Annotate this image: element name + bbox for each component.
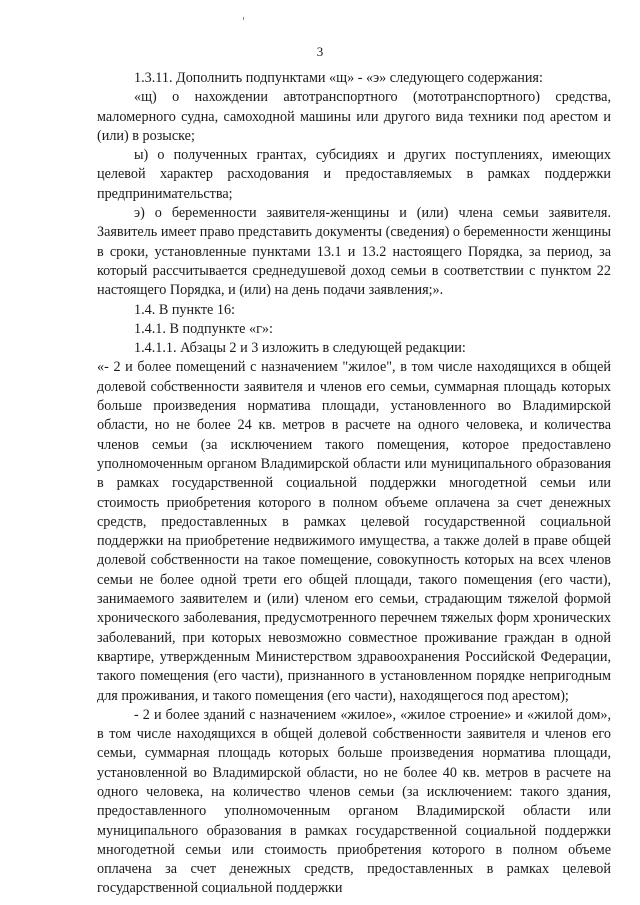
paragraph-1-4: 1.4. В пункте 16:: [134, 301, 235, 318]
paragraph-1-3-11: 1.3.11. Дополнить подпунктами «щ» - «э» следующего содержания:: [134, 70, 543, 86]
paragraph-e: э) о беременности заявителя-женщины и (или) члена семьи заявителя. Заявитель имеет право представить документы (сведения) о беременности женщины в сроки, установленные пунктами 13.1 и 13.2 настоящего Порядка, за период, за который рассчитывается среднедушевой доход семьи в соответствии с пунктом 22 настоящего Порядка, и (или) на день подачи заявления;».: [97, 205, 611, 299]
paragraph-shch: «щ) о нахождении автотранспортного (мототранспортного) средства, маломерного судна, самоходной машины или другого вида техники под арестом и (или) в розыске;: [97, 89, 611, 144]
scan-mark: [243, 17, 244, 20]
paragraph-premises: «- 2 и более помещений с назначением "жилое", в том числе находящихся в общей долевой собственности заявителя и членов его семьи, суммарная площадь которых больше произведения норматива площади, установленного во Владимирской области, но не более 24 кв. метров в расчете на одного человека, и количества членов семьи (за исключением такого помещения, которое предоставлено уполномоченным органом Владимирской области или муниципального образования в рамках государственной социальной поддержки многодетной семьи или стоимость приобретения которого в полном объеме оплачена за счет денежных средств, предоставленных в рамках целевой государственной социальной поддержки на приобретение недвижимого имущества, а также долей в праве общей долевой собственности на такое помещение, совокупность которых на всех членов семьи не более одной трети его общей площади, такого помещения (его части), занимаемого заявителем и (или) членом его семьи, страдающим тяжелой формой хронического заболевания, предусмотренного перечнем тяжелых форм хронических заболеваний, при которых невозможно совместное проживание граждан в одной квартире, утвержденным Министерством здравоохранения Российской Федерации, такого помещения (его части), признанного в установленном порядке непригодным для проживания, и такого помещения (его части), находящегося под арестом);: [97, 359, 611, 704]
paragraph-1-4-1-1: 1.4.1.1. Абзацы 2 и 3 изложить в следующей редакции:: [134, 340, 466, 357]
paragraph-buildings: - 2 и более зданий с назначением «жилое», «жилое строение» и «жилой дом», в том числе находящихся в общей долевой собственности заявителя и членов его семьи, суммарная площадь которых больше произведения норматива площади, установленной во Владимирской области, но не более 40 кв. метров в расчете на одного человека, на количество членов семьи (за исключением: такого здания, предоставленного уполномоченным органом Владимирской области или муниципального образования в рамках государственной социальной поддержки многодетной семьи или стоимость приобретения которого в полном объеме оплачена за счет денежных средств, предоставленных в рамках целевой государственной социальной поддержки: [97, 706, 611, 897]
document-body: [97, 69, 611, 899]
page-number: 3: [316, 44, 324, 59]
paragraph-y: ы) о полученных грантах, субсидиях и других поступлениях, имеющих целевой характер расходования и предоставляемых в рамках поддержки предпринимательства;: [97, 147, 611, 202]
paragraph-1-4-1: 1.4.1. В подпункте «г»:: [134, 320, 273, 337]
